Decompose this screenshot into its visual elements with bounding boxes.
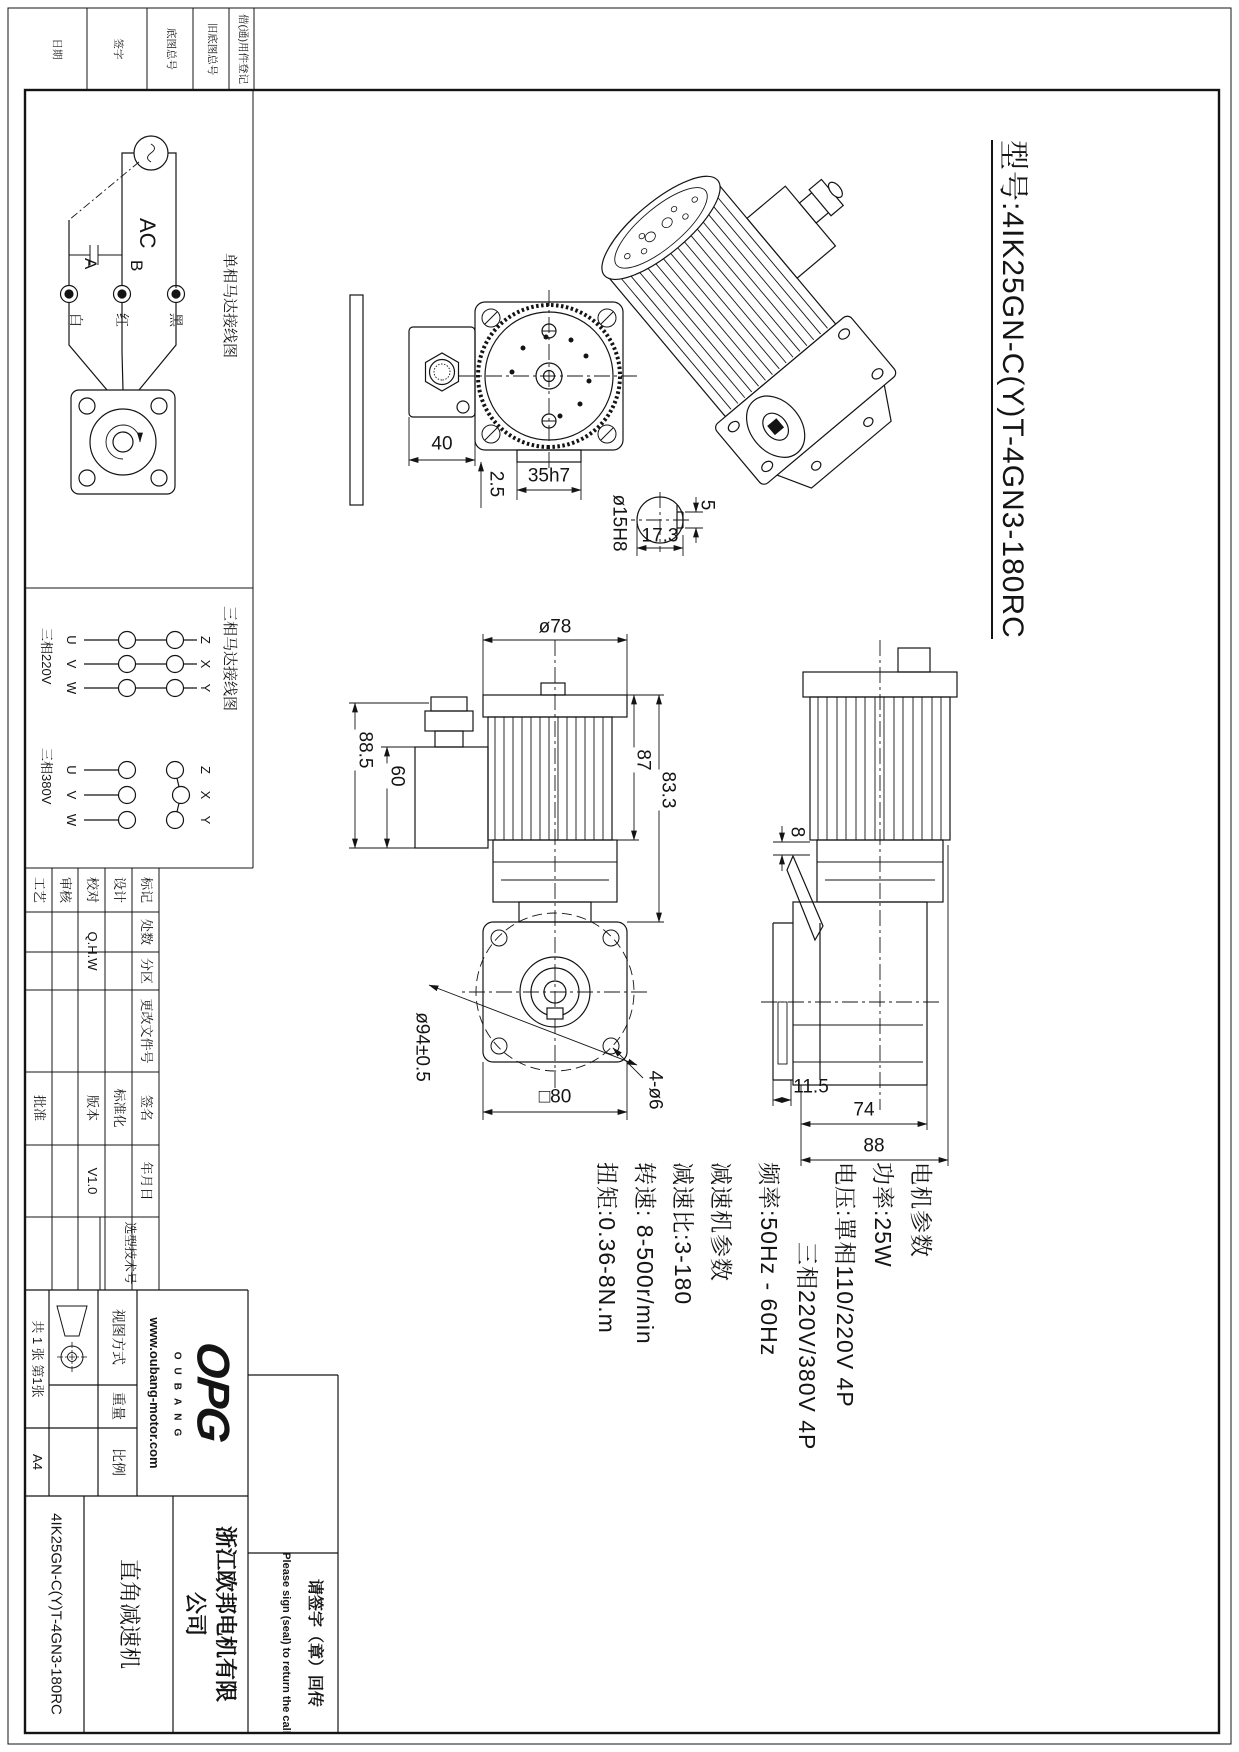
margin-block-sign: 签字: [111, 38, 124, 60]
y-label-220: Y: [198, 683, 214, 693]
spec-voltage1: 电压:單相110/220V 4P: [832, 1162, 858, 1408]
rev-approve: 批准: [32, 1094, 48, 1122]
dim-2-5: 2.5: [485, 470, 507, 498]
v-label-220: V: [64, 659, 80, 669]
drawing-number: 4IK25GN-C(Y)T-4GN3-180RC: [47, 1513, 65, 1715]
terminal-a-label: A: [81, 258, 100, 270]
w-label-220: W: [64, 681, 80, 695]
rev-design: 设计: [112, 876, 128, 904]
three-phase-wiring: [84, 632, 197, 829]
margin-block-base: 底图总号: [164, 28, 177, 70]
spec-ratio: 减速比:3-180: [670, 1162, 696, 1306]
spec-torque: 扭矩:0.36-8N.m: [594, 1162, 620, 1334]
dim-11-5: 11.5: [793, 1076, 829, 1098]
rev-mark: 标记: [139, 876, 155, 904]
product-name: 直角减速机: [117, 1558, 143, 1670]
spec-power: 功率:25W: [870, 1162, 896, 1268]
label-380v: 三相380V: [39, 748, 54, 805]
sign-note-cn: 请签字（章）回传: [305, 1578, 323, 1708]
weight-label: 重量: [110, 1392, 127, 1420]
wire-red-label: 红: [114, 313, 130, 327]
spec-frequency: 频率:50Hz - 60Hz: [756, 1162, 782, 1357]
rev-signature: 签名: [139, 1094, 155, 1122]
w-label-380: W: [64, 813, 80, 827]
projection-symbol: [57, 1306, 87, 1372]
dim-4-6: 4-ø6: [644, 1070, 666, 1110]
x-label-380: X: [198, 790, 214, 800]
x-label-220: X: [198, 659, 214, 669]
company-logo-sub: OUBANG: [171, 1351, 183, 1445]
rev-date: 年月日: [139, 1161, 155, 1201]
rev-audit: 审核: [58, 876, 74, 904]
dim-80: □80: [538, 1086, 572, 1108]
v-label-380: V: [64, 790, 80, 800]
z-label-380: Z: [198, 766, 214, 774]
dim-94: ø94±0.5: [411, 1012, 433, 1082]
u-label-380: U: [64, 765, 80, 775]
company-website: www.oubang-motor.com: [147, 1317, 163, 1469]
margin-block-date: 日期: [50, 38, 63, 60]
company-name-line2: 公司: [183, 1591, 209, 1637]
dim-35h7: 35h7: [527, 465, 571, 487]
terminal-b-label: B: [127, 260, 146, 272]
dim-40: 40: [431, 433, 453, 455]
dim-78: ø78: [538, 616, 572, 638]
company-name-line1: 浙江欧邦电机有限: [213, 1525, 239, 1703]
dim-60: 60: [386, 765, 408, 787]
rev-doc-no: 更改文件号: [139, 998, 155, 1064]
dim-87: 87: [632, 749, 654, 771]
rev-process: 工艺: [32, 876, 48, 904]
spec-reducer-header: 减速机参数: [708, 1162, 734, 1282]
sheet-count: 共 1 张 第1张: [30, 1320, 46, 1398]
dim-83-3: 83.3: [657, 771, 679, 809]
rev-check: 校对: [85, 876, 101, 904]
paper-size: A4: [30, 1454, 46, 1470]
dim-8: 8: [786, 826, 808, 838]
spec-motor-header: 电机参数: [908, 1162, 934, 1258]
spec-voltage2: 三相220V/380V 4P: [794, 1242, 820, 1451]
dim-74: 74: [853, 1099, 875, 1121]
dim-88-5: 88.5: [354, 731, 376, 769]
rev-standard: 标准化: [112, 1088, 128, 1128]
model-title: 型号:4IK25GN-C(Y)T-4GN3-180RC: [991, 140, 1029, 639]
z-label-220: Z: [198, 636, 214, 644]
front-view: [349, 634, 664, 1120]
y-label-380: Y: [198, 815, 214, 825]
ac-label: AC: [135, 218, 160, 249]
wire-black-label: 黑: [168, 313, 184, 327]
company-logo: OPG: [187, 1339, 240, 1445]
label-220v: 三相220V: [39, 628, 54, 685]
dim-88: 88: [863, 1135, 885, 1157]
dim-17-3: 17.3: [641, 525, 679, 547]
rev-checker-name: Q.H.W: [85, 931, 101, 971]
scale-label: 比例: [110, 1448, 127, 1476]
wiring-boxes: [25, 90, 253, 868]
single-phase-title: 单相马达接线图: [221, 253, 238, 359]
wire-white-label: 白: [68, 313, 84, 327]
view-method-label: 视图方式: [110, 1309, 127, 1365]
margin-block-borrow: 借(通)用件登记: [236, 14, 249, 84]
rev-version: 版本: [85, 1094, 101, 1122]
spec-speed: 转速: 8-500r/min: [632, 1162, 658, 1345]
rev-version-val: V1.0: [85, 1167, 101, 1195]
three-phase-title: 三相马达接线图: [221, 606, 238, 712]
rev-tech-no: 选型技术号: [122, 1221, 137, 1285]
sign-note-en: Please sign (seal) to return the call: [280, 1552, 293, 1734]
rev-zone: 分区: [139, 957, 155, 985]
dim-15h8: ø15H8: [608, 494, 630, 552]
u-label-220: U: [64, 635, 80, 645]
rev-count: 处数: [139, 918, 155, 946]
side-view: [759, 640, 957, 1166]
margin-block-old-base: 旧底图总号: [205, 22, 218, 76]
dim-5: 5: [696, 499, 718, 511]
isometric-view: [577, 103, 976, 511]
